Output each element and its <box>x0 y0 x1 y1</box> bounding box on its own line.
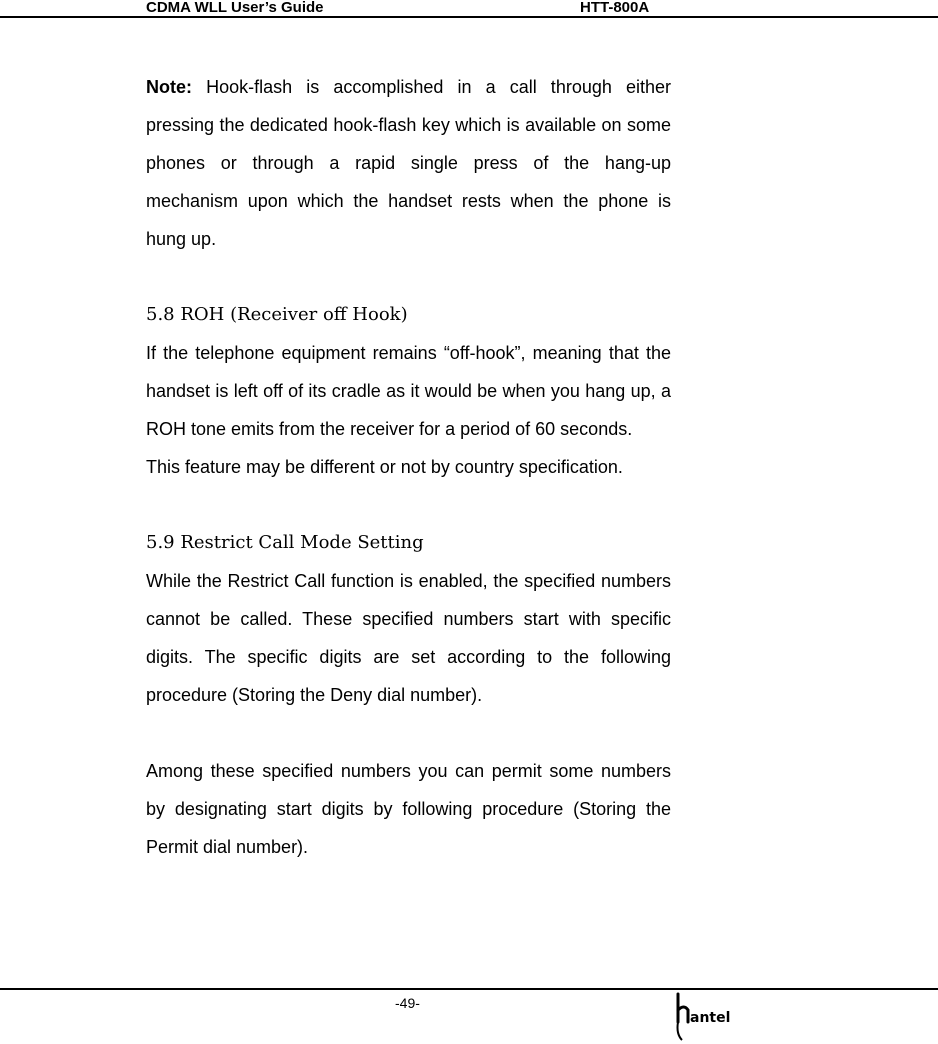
header-model: HTT-800A <box>580 0 650 16</box>
note-paragraph <box>146 68 671 258</box>
header-doc-title: CDMA WLL User’s Guide <box>146 0 324 16</box>
page-body <box>146 68 671 866</box>
section-heading-roh: 5.8 ROH (Receiver off Hook) <box>146 304 408 325</box>
roh-paragraph-2: This feature may be different or not by country specification. <box>146 457 623 477</box>
note-text: Hook-flash is accomplished in a call through either pressing the dedicated hook-flash key which is available on some phones or through a rapid single press of the hang-up mechanism upon which the handset rests when the phone is hung up. <box>146 77 671 249</box>
logo-text: antel <box>690 1010 731 1026</box>
note-label: Note: <box>146 77 192 97</box>
page-number: -49- <box>395 995 420 1011</box>
restrict-paragraph-1: While the Restrict Call function is enabled, the specified numbers cannot be called. These specified numbers start with specific digits. The specific digits are set according to the following procedure (Storing the Deny dial number). <box>146 571 671 705</box>
header-rule <box>0 16 938 18</box>
restrict-paragraph-2: Among these specified numbers you can permit some numbers by designating start digits by following procedure (Storing the Permit dial number). <box>146 761 671 857</box>
section-heading-restrict-call: 5.9 Restrict Call Mode Setting <box>146 532 424 553</box>
footer-rule <box>0 988 938 990</box>
roh-paragraph-1: If the telephone equipment remains “off-hook”, meaning that the handset is left off of its cradle as it would be when you hang up, a ROH tone emits from the receiver for a period of 60 seconds. <box>146 343 671 439</box>
hantel-logo <box>672 992 744 1044</box>
